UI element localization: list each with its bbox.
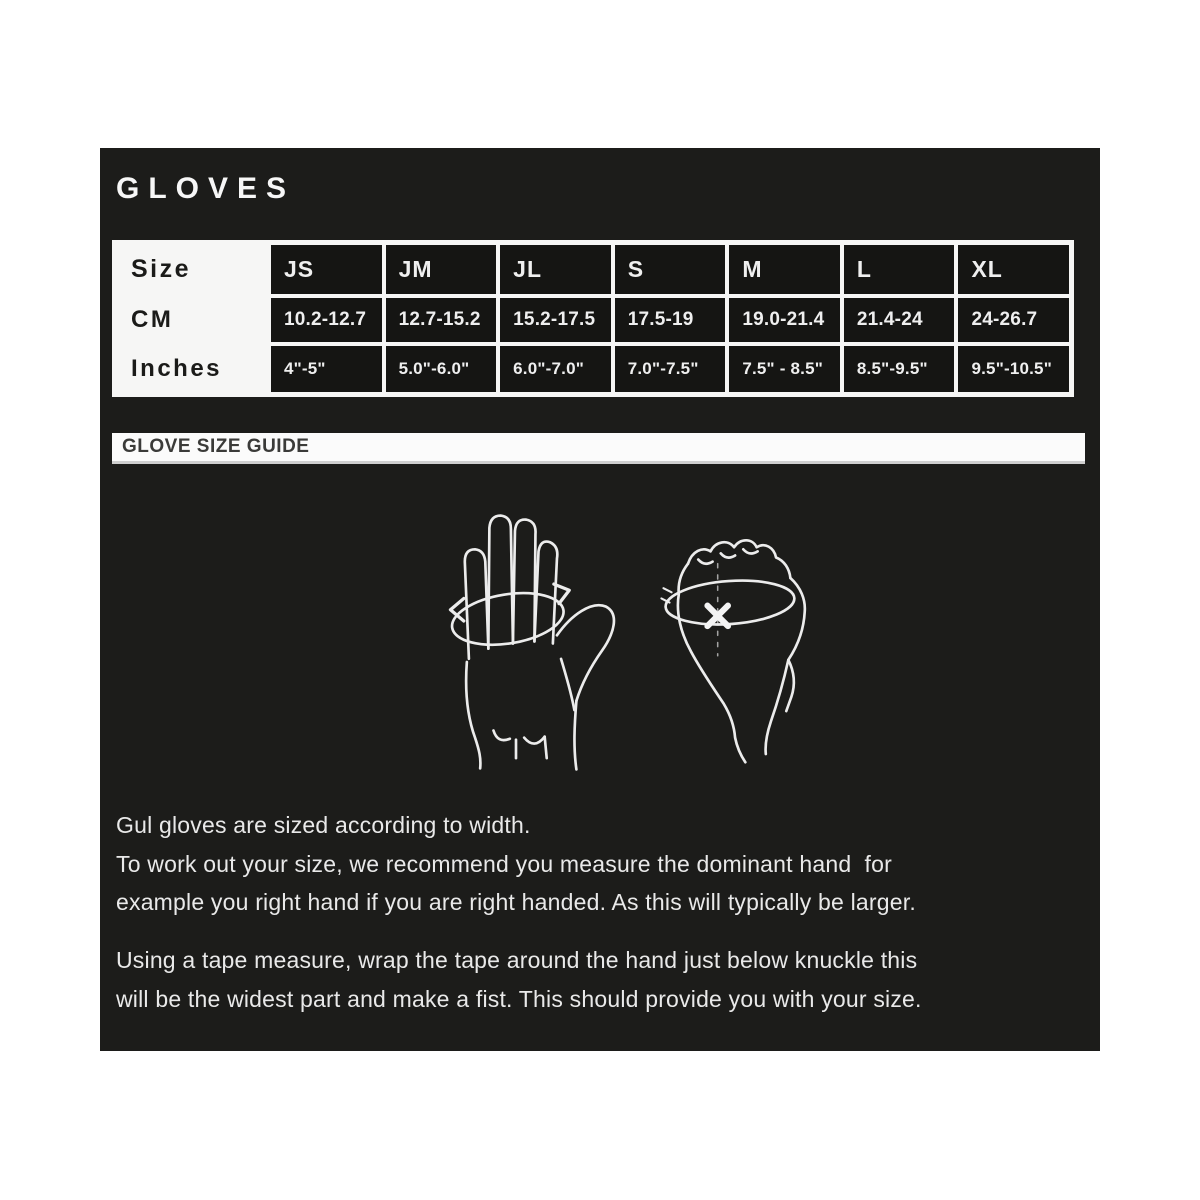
inches-value-cell: 9.5"-10.5" bbox=[958, 346, 1069, 392]
size-header-cells bbox=[271, 245, 1069, 294]
open-hand-illustration bbox=[448, 516, 614, 770]
inches-value-cells bbox=[271, 346, 1069, 392]
inches-value-cell: 5.0"-6.0" bbox=[386, 346, 497, 392]
size-column-header: M bbox=[729, 245, 840, 294]
panel-title: GLOVES bbox=[116, 172, 296, 205]
glove-size-guide-panel bbox=[100, 148, 1100, 1051]
size-table bbox=[112, 240, 1074, 397]
cm-value-cell: 12.7-15.2 bbox=[386, 298, 497, 342]
cm-value-cells bbox=[271, 298, 1069, 342]
size-column-header: XL bbox=[958, 245, 1069, 294]
hand-measurement-illustrations bbox=[430, 500, 860, 787]
inches-value-cell: 8.5"-9.5" bbox=[844, 346, 955, 392]
sizing-instructions-paragraph-2: Using a tape measure, wrap the tape around the hand just below knuckle this will be the widest part and make a fist. This should provide you with your size. bbox=[116, 947, 922, 1012]
size-column-header: JM bbox=[386, 245, 497, 294]
fist-illustration bbox=[661, 540, 804, 762]
row-label-inches: Inches bbox=[117, 346, 267, 392]
row-label-size: Size bbox=[117, 245, 267, 294]
sizing-instructions-paragraph-1: Gul gloves are sized according to width. To work out your size, we recommend you measure the dominant hand for example you right hand if you are right handed. As this will typically be larger. bbox=[116, 812, 916, 915]
cm-value-cell: 24-26.7 bbox=[958, 298, 1069, 342]
inches-value-cell: 4"-5" bbox=[271, 346, 382, 392]
size-column-header: JL bbox=[500, 245, 611, 294]
guide-heading: GLOVE SIZE GUIDE bbox=[122, 436, 310, 457]
inches-value-cell: 6.0"-7.0" bbox=[500, 346, 611, 392]
cm-value-cell: 10.2-12.7 bbox=[271, 298, 382, 342]
cm-value-cell: 15.2-17.5 bbox=[500, 298, 611, 342]
cm-value-cell: 19.0-21.4 bbox=[729, 298, 840, 342]
guide-heading-bar bbox=[112, 433, 1085, 464]
size-column-header: S bbox=[615, 245, 726, 294]
size-table-header-row bbox=[117, 245, 1069, 294]
inches-value-cell: 7.0"-7.5" bbox=[615, 346, 726, 392]
size-column-header: JS bbox=[271, 245, 382, 294]
size-table-cm-row bbox=[117, 298, 1069, 342]
inches-value-cell: 7.5" - 8.5" bbox=[729, 346, 840, 392]
row-label-cm: CM bbox=[117, 298, 267, 342]
size-column-header: L bbox=[844, 245, 955, 294]
cm-value-cell: 21.4-24 bbox=[844, 298, 955, 342]
size-table-inches-row bbox=[117, 346, 1069, 392]
cm-value-cell: 17.5-19 bbox=[615, 298, 726, 342]
